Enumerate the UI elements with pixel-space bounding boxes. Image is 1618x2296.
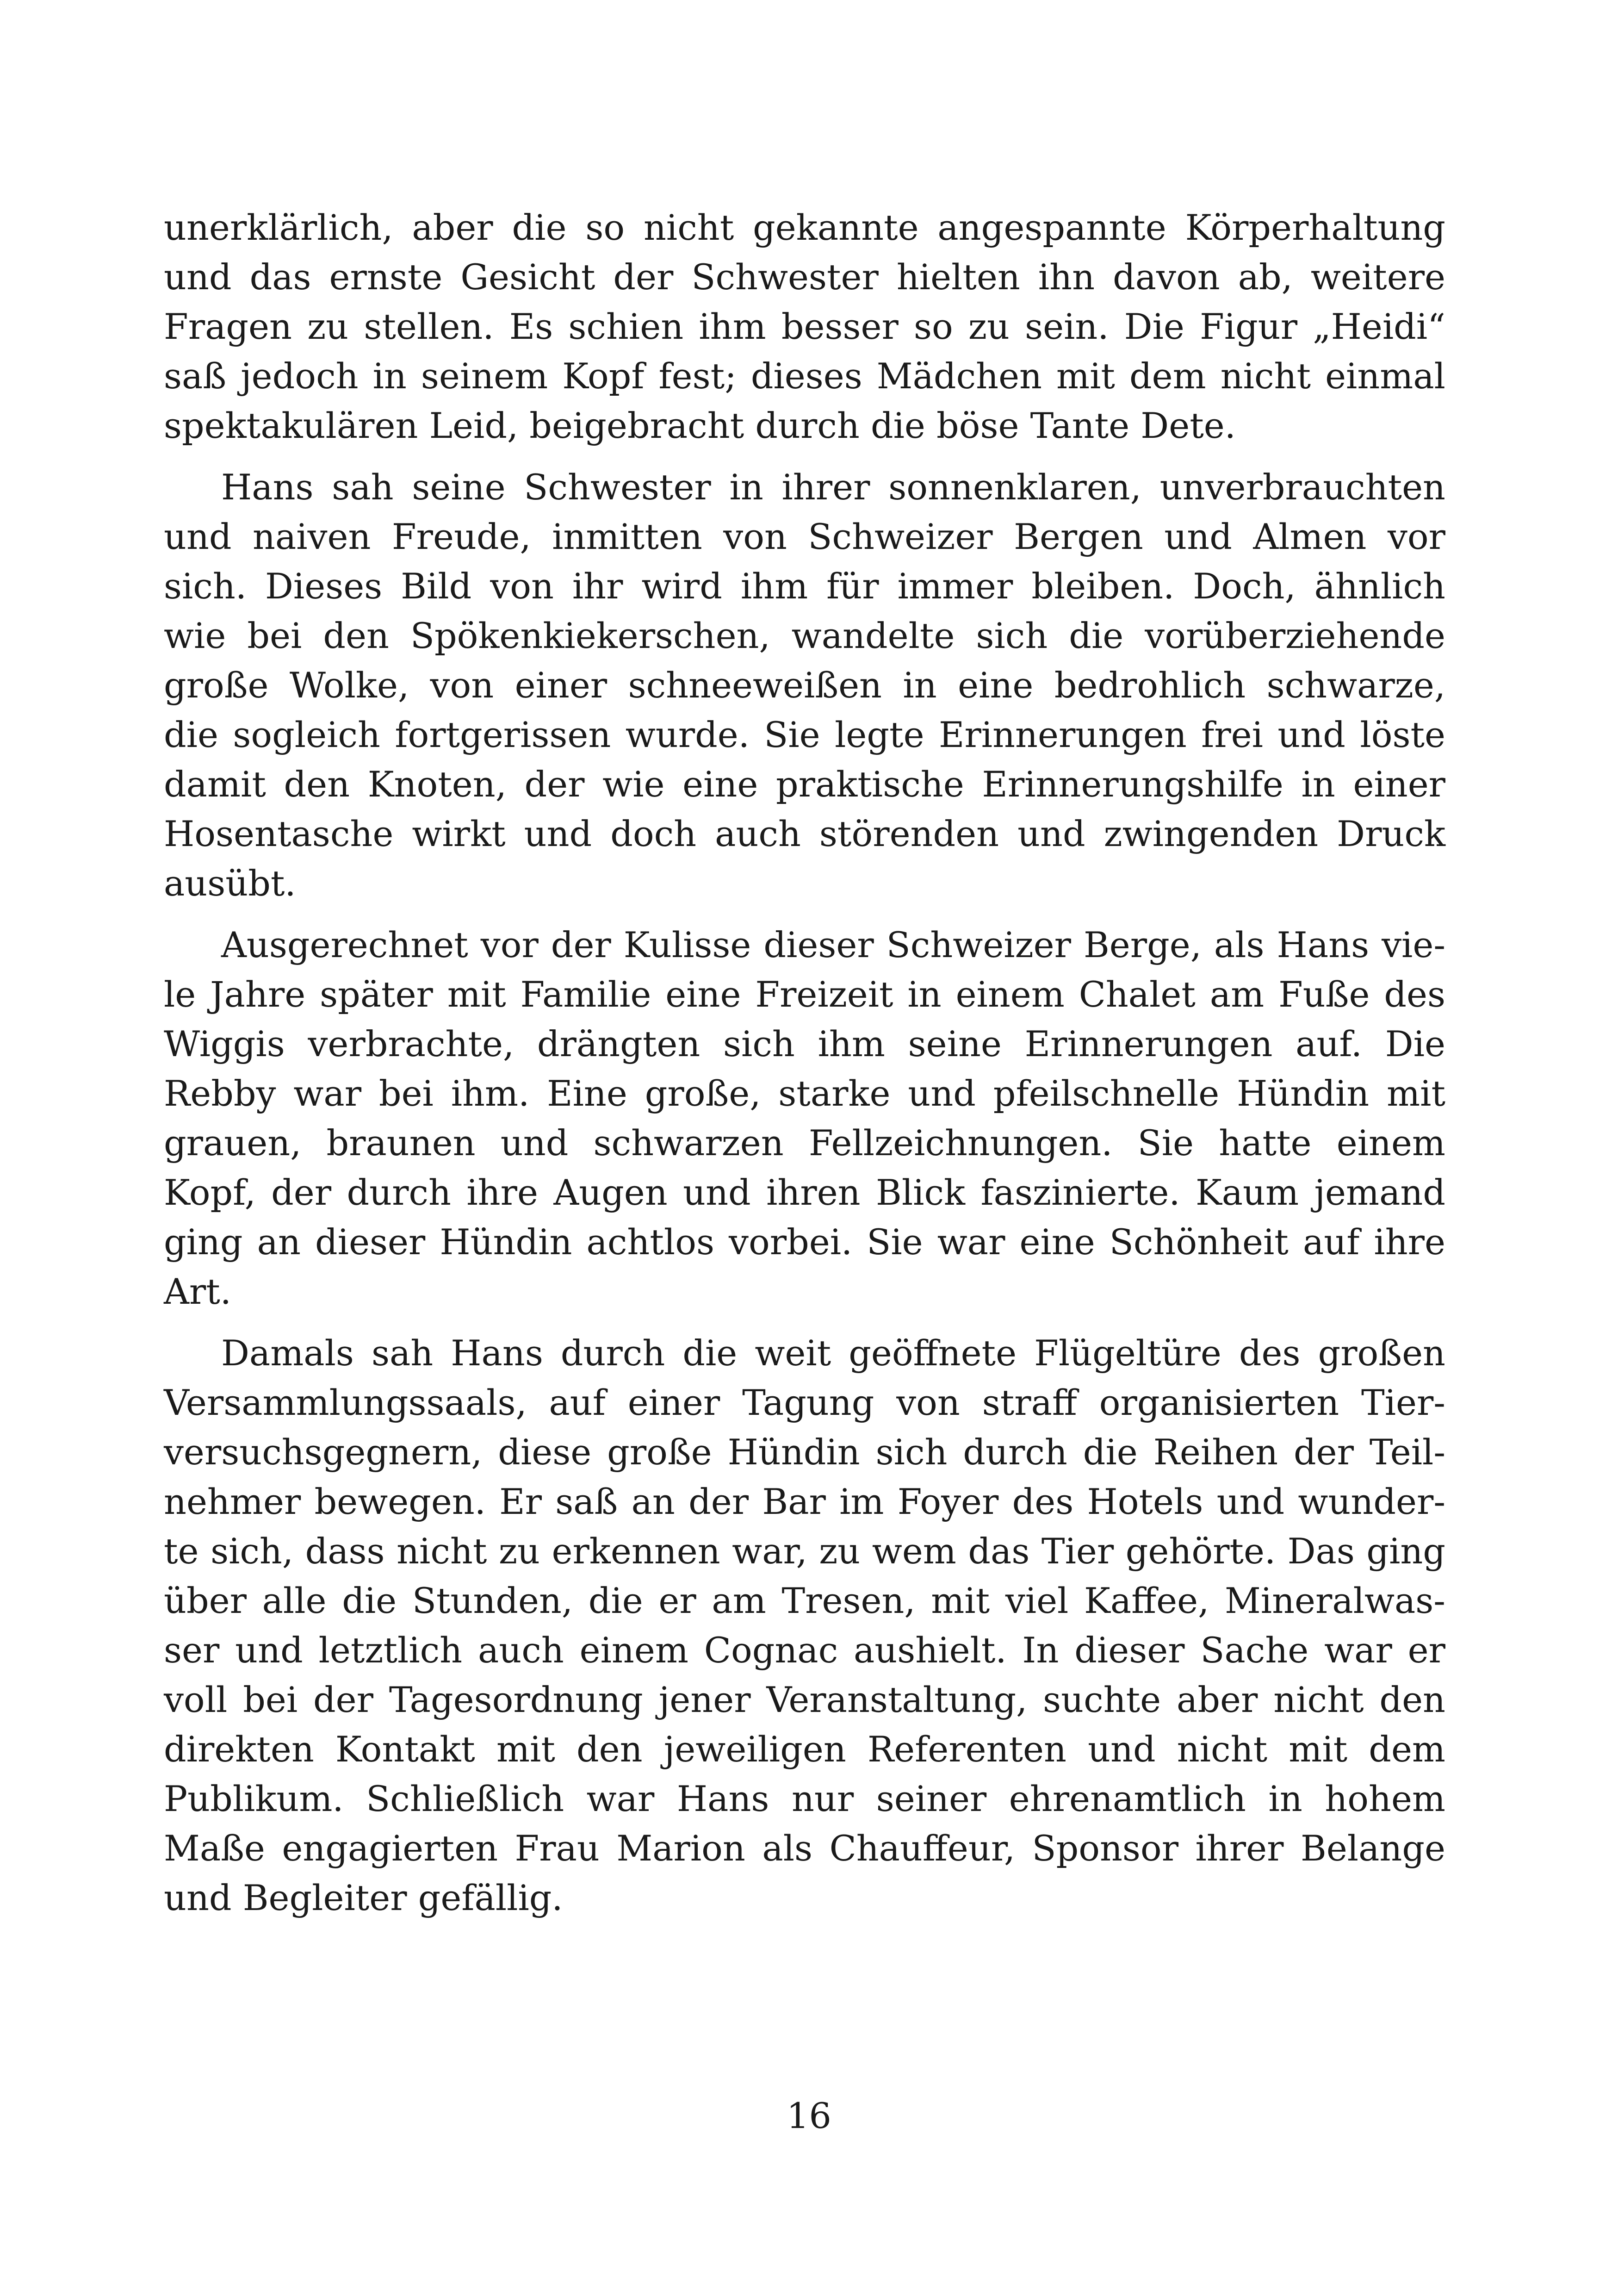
text-line: nehmer bewegen. Er saß an der Bar im Foyer des Hotels und wunder- [164,1481,1445,1522]
text-line: voll bei der Tagesordnung jener Veranstaltung, suchte aber nicht den [164,1679,1445,1720]
text-line: sich. Dieses Bild von ihr wird ihm für immer bleiben. Doch, ähnlich [164,566,1445,607]
text-line: Rebby war bei ihm. Eine große, starke und pfeilschnelle Hündin mit [164,1073,1445,1114]
text-line: und das ernste Gesicht der Schwester hielten ihn davon ab, weitere [164,256,1445,298]
text-line: saß jedoch in seinem Kopf fest; dieses Mädchen mit dem nicht einmal [164,355,1445,397]
text-line: Versammlungssaals, auf einer Tagung von straff organisierten Tier- [164,1382,1445,1423]
paragraph [164,920,1445,1316]
text-line: über alle die Stunden, die er am Tresen, mit viel Kaffee, Mineralwas- [164,1580,1445,1621]
page-number: 16 [787,2095,831,2136]
text-line: Hosentasche wirkt und doch auch störenden und zwingenden Druck [164,813,1445,854]
text-line: te sich, dass nicht zu erkennen war, zu wem das Tier gehörte. Das ging [164,1531,1445,1572]
text-line: und Begleiter gefällig. [164,1877,563,1918]
paragraph [164,1328,1445,1923]
text-line: versuchsgegnern, diese große Hündin sich durch die Reihen der Teil- [164,1431,1445,1473]
text-line: le Jahre später mit Familie eine Freizeit in einem Chalet am Fuße des [164,974,1445,1015]
text-line: Fragen zu stellen. Es schien ihm besser so zu sein. Die Figur „Heidi“ [164,306,1445,347]
text-line: ging an dieser Hündin achtlos vorbei. Sie war eine Schönheit auf ihre [164,1221,1445,1263]
text-line: große Wolke, von einer schneeweißen in eine bedrohlich schwarze, [164,665,1445,706]
text-line: direkten Kontakt mit den jeweiligen Referenten und nicht mit dem [164,1729,1445,1770]
paragraph [164,462,1445,908]
text-line: ser und letztlich auch einem Cognac aushielt. In dieser Sache war er [164,1630,1445,1671]
text-line: ausübt. [164,863,296,904]
text-line: damit den Knoten, der wie eine praktische Erinnerungshilfe in einer [164,764,1445,805]
text-line: Wiggis verbrachte, drängten sich ihm seine Erinnerungen auf. Die [164,1023,1445,1064]
text-line: die sogleich fortgerissen wurde. Sie legte Erinnerungen frei und löste [164,714,1445,755]
text-line: Publikum. Schließlich war Hans nur seiner ehrenamtlich in hohem [164,1778,1445,1819]
paragraph [164,203,1445,450]
text-line: spektakulären Leid, beigebracht durch die böse Tante Dete. [164,405,1236,446]
text-line: grauen, braunen und schwarzen Fellzeichnungen. Sie hatte einem [164,1122,1445,1164]
text-line: unerklärlich, aber die so nicht gekannte angespannte Körperhaltung [164,207,1445,248]
text-line: und naiven Freude, inmitten von Schweizer Bergen und Almen vor [164,516,1445,557]
text-line: Kopf, der durch ihre Augen und ihren Blick faszinierte. Kaum jemand [164,1172,1445,1213]
text-line: Hans sah seine Schwester in ihrer sonnenklaren, unverbrauchten [221,467,1445,508]
text-line: Ausgerechnet vor der Kulisse dieser Schweizer Berge, als Hans vie- [221,924,1445,965]
text-line: Maße engagierten Frau Marion als Chauffeur, Sponsor ihrer Belange [164,1828,1445,1869]
text-line: Damals sah Hans durch die weit geöffnete Flügeltüre des großen [221,1332,1445,1374]
text-line: Art. [164,1271,231,1312]
text-line: wie bei den Spökenkiekerschen, wandelte sich die vorüberziehende [164,615,1445,656]
body-text [164,203,1445,1935]
